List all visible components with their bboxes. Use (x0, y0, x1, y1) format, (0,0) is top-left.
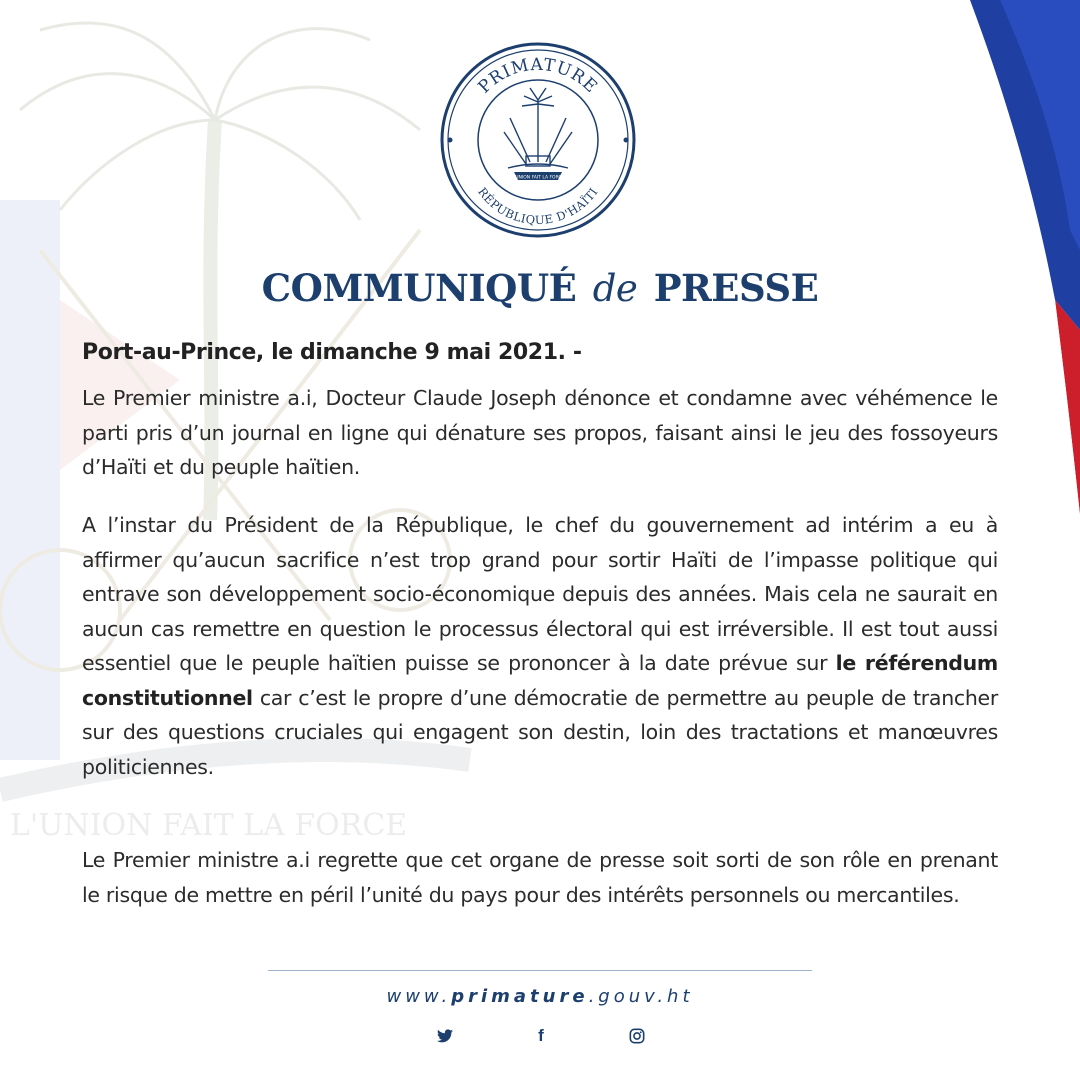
svg-text:RÉPUBLIQUE D'HAÏTI: RÉPUBLIQUE D'HAÏTI (475, 184, 601, 228)
title-communique: COMMUNIQUÉ (261, 266, 577, 310)
svg-text:L'UNION FAIT LA FORCE: L'UNION FAIT LA FORCE (10, 808, 408, 843)
primature-seal (438, 40, 638, 240)
dateline: Port-au-Prince, le dimanche 9 mai 2021. - (82, 340, 582, 365)
svg-text:L'UNION FAIT LA FORCE: L'UNION FAIT LA FORCE (511, 175, 565, 181)
website-prefix: www. (386, 986, 452, 1007)
website-domain: primature (451, 986, 589, 1007)
referendum-emphasis: le référendum constitutionnel (82, 651, 998, 710)
paragraph-2-text-end: car c’est le propre d’une démocratie de permettre au peuple de trancher sur des questions cruciales qui engagent son destin, loin des tractations et manœuvres politiciennes. (82, 685, 998, 779)
paragraph-2-text-start: A l’instar du Président de la République, le chef du gouvernement ad intérim a eu à affirmer qu’aucun sacrifice n’est trop grand pour sortir Haïti de l’impasse politique qui entrave son développement socio-économique depuis des années. Mais cela ne saurait en aucun cas remettre en question le processus électoral qui est irréversible. Il est tout aussi essentiel que le peuple haïtien puisse se prononcer à la date prévue sur (82, 513, 998, 675)
title-de: de (592, 267, 638, 310)
paragraph-2 (82, 508, 998, 784)
svg-text:PRIMATURE: PRIMATURE (474, 54, 602, 98)
paragraph-3: Le Premier ministre a.i regrette que cet organe de presse soit sorti de son rôle en prenant le risque de mettre en péril l’unité du pays pour des intérêts personnels ou mercantiles. (82, 848, 998, 907)
instagram-icon[interactable] (627, 1026, 647, 1046)
website-link[interactable] (0, 986, 1080, 1007)
website-suffix: .gouv.ht (588, 986, 694, 1007)
title-presse: PRESSE (653, 266, 819, 310)
paragraph-1: Le Premier ministre a.i, Docteur Claude Joseph dénonce et condamne avec véhémence le parti pris d’un journal en ligne qui dénature ses propos, faisant ainsi le jeu des fossoyeurs d’Haïti et du peuple haïtien. (82, 386, 998, 479)
page-title (0, 266, 1080, 310)
footer-divider (268, 970, 812, 971)
facebook-icon[interactable]: f (538, 1026, 544, 1045)
twitter-icon[interactable] (435, 1026, 455, 1046)
